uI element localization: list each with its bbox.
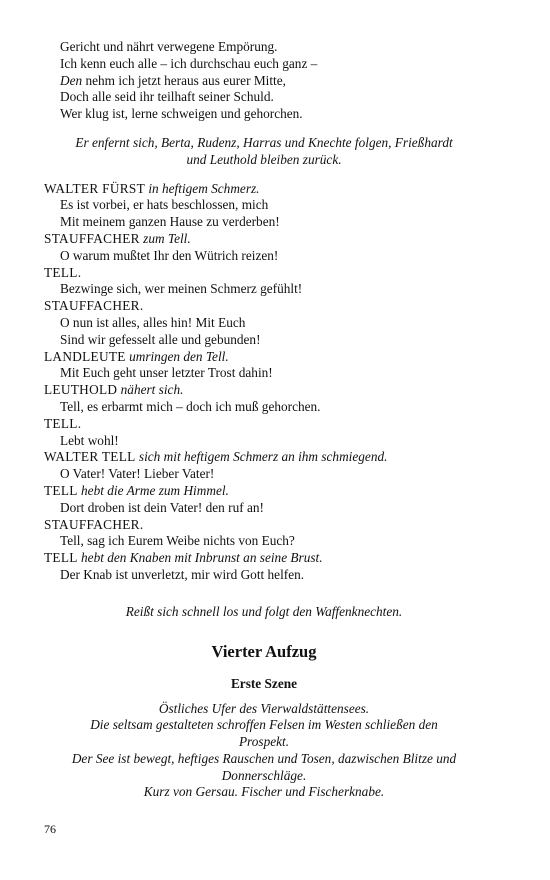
stage-direction: Reißt sich schnell los und folgt den Waffenknechten. — [125, 603, 403, 619]
verse-line: O warum mußtet Ihr den Wütrich reizen! — [60, 247, 279, 263]
spacer — [44, 663, 484, 675]
spacer — [44, 123, 484, 135]
speaker-line — [44, 416, 484, 433]
stage-direction-line: und Leuthold bleiben zurück. — [186, 151, 342, 167]
scene-description-line: Die seltsam gestalteten schroffen Felsen im Westen schließen den — [90, 717, 438, 733]
speaker-name: LANDLEUTE — [44, 348, 126, 364]
speaker-name: TELL. — [44, 264, 82, 280]
speaker-name: STAUFFACHER — [44, 230, 140, 246]
verse-line: Doch alle seid ihr teilhaft seiner Schuld. — [60, 89, 274, 105]
speaker-line — [44, 449, 484, 466]
verse-line: Mit Euch geht unser letzter Trost dahin! — [60, 365, 273, 381]
speaker-direction: in heftigem Schmerz. — [148, 180, 260, 196]
scene-description — [44, 701, 484, 802]
verse-text: nehm ich jetzt heraus aus eurer Mitte, — [82, 72, 286, 88]
speaker-name: TELL. — [44, 415, 82, 431]
speaker-direction: nähert sich. — [120, 382, 184, 398]
verse-line: Gericht und nährt verwegene Empörung. — [60, 39, 278, 54]
spacer — [44, 584, 484, 604]
verse-line: Mit meinem ganzen Hause zu verderben! — [60, 214, 280, 230]
speaker-line — [44, 298, 484, 315]
scene-description-line: Der See ist bewegt, heftiges Rauschen und Tosen, dazwischen Blitze und — [71, 750, 457, 766]
speaker-line — [44, 231, 484, 248]
scene-title: Erste Szene — [230, 675, 298, 691]
scene-description-line: Kurz von Gersau. Fischer und Fischerknabe. — [143, 784, 385, 800]
speaker-line — [44, 382, 484, 399]
act-title: Vierter Aufzug — [211, 641, 317, 661]
verse-line: Wer klug ist, lerne schweigen und gehorchen. — [60, 106, 303, 122]
verse-line: O Vater! Vater! Lieber Vater! — [60, 466, 215, 482]
emphasis: Den — [60, 72, 83, 88]
speaker-line — [44, 265, 484, 282]
speaker-direction: hebt den Knaben mit Inbrunst an seine Brust. — [81, 550, 323, 566]
verse-line: Lebt wohl! — [60, 432, 119, 448]
verse-line: Tell, sag ich Eurem Weibe nichts von Euch? — [60, 533, 295, 549]
stage-direction — [44, 135, 484, 169]
speaker-name: LEUTHOLD — [44, 382, 118, 398]
verse-line: Der Knab ist unverletzt, mir wird Gott helfen. — [60, 566, 305, 582]
speaker-line — [44, 349, 484, 366]
scene-description-line: Östliches Ufer des Vierwaldstättensees. — [158, 700, 370, 716]
verse-line: Dort droben ist dein Vater! den ruf an! — [60, 499, 264, 515]
speaker-name: STAUFFACHER. — [44, 298, 144, 314]
page-text — [44, 39, 484, 801]
verse-line: Bezwinge sich, wer meinen Schmerz gefühlt! — [60, 281, 303, 297]
stage-direction-line: Er enfernt sich, Berta, Rudenz, Harras und Knechte folgen, Frießhardt — [75, 134, 453, 150]
speaker-name: TELL — [44, 550, 78, 566]
spacer — [44, 621, 484, 641]
speaker-name: STAUFFACHER. — [44, 516, 144, 532]
speaker-direction: hebt die Arme zum Himmel. — [81, 482, 229, 498]
speaker-direction: umringen den Tell. — [129, 348, 229, 364]
verse-line: Tell, es erbarmt mich – doch ich muß gehorchen. — [60, 398, 321, 414]
verse-line: Es ist vorbei, er hats beschlossen, mich — [60, 197, 269, 213]
speaker-name: TELL — [44, 482, 78, 498]
verse-line: Ich kenn euch alle – ich durchschau euch ganz – — [60, 55, 318, 71]
verse-line: O nun ist alles, alles hin! Mit Euch — [60, 314, 246, 330]
dialogue — [44, 181, 484, 584]
speaker-direction: sich mit heftigem Schmerz an ihm schmiegend. — [138, 449, 388, 465]
scene-description-line: Donnerschläge. — [221, 767, 307, 783]
speaker-direction: zum Tell. — [143, 230, 191, 246]
spacer — [44, 693, 484, 701]
speaker-name: WALTER FÜRST — [44, 180, 146, 196]
page-number: 76 — [44, 822, 56, 836]
speaker-line — [44, 550, 484, 567]
spacer — [44, 169, 484, 181]
speaker-name: WALTER TELL — [44, 449, 136, 465]
verse-line — [44, 73, 484, 90]
scene-description-line: Prospekt. — [238, 734, 290, 750]
speaker-line — [44, 517, 484, 534]
speaker-line — [44, 181, 484, 198]
speaker-line — [44, 483, 484, 500]
verse-line: Sind wir gefesselt alle und gebunden! — [60, 331, 261, 347]
